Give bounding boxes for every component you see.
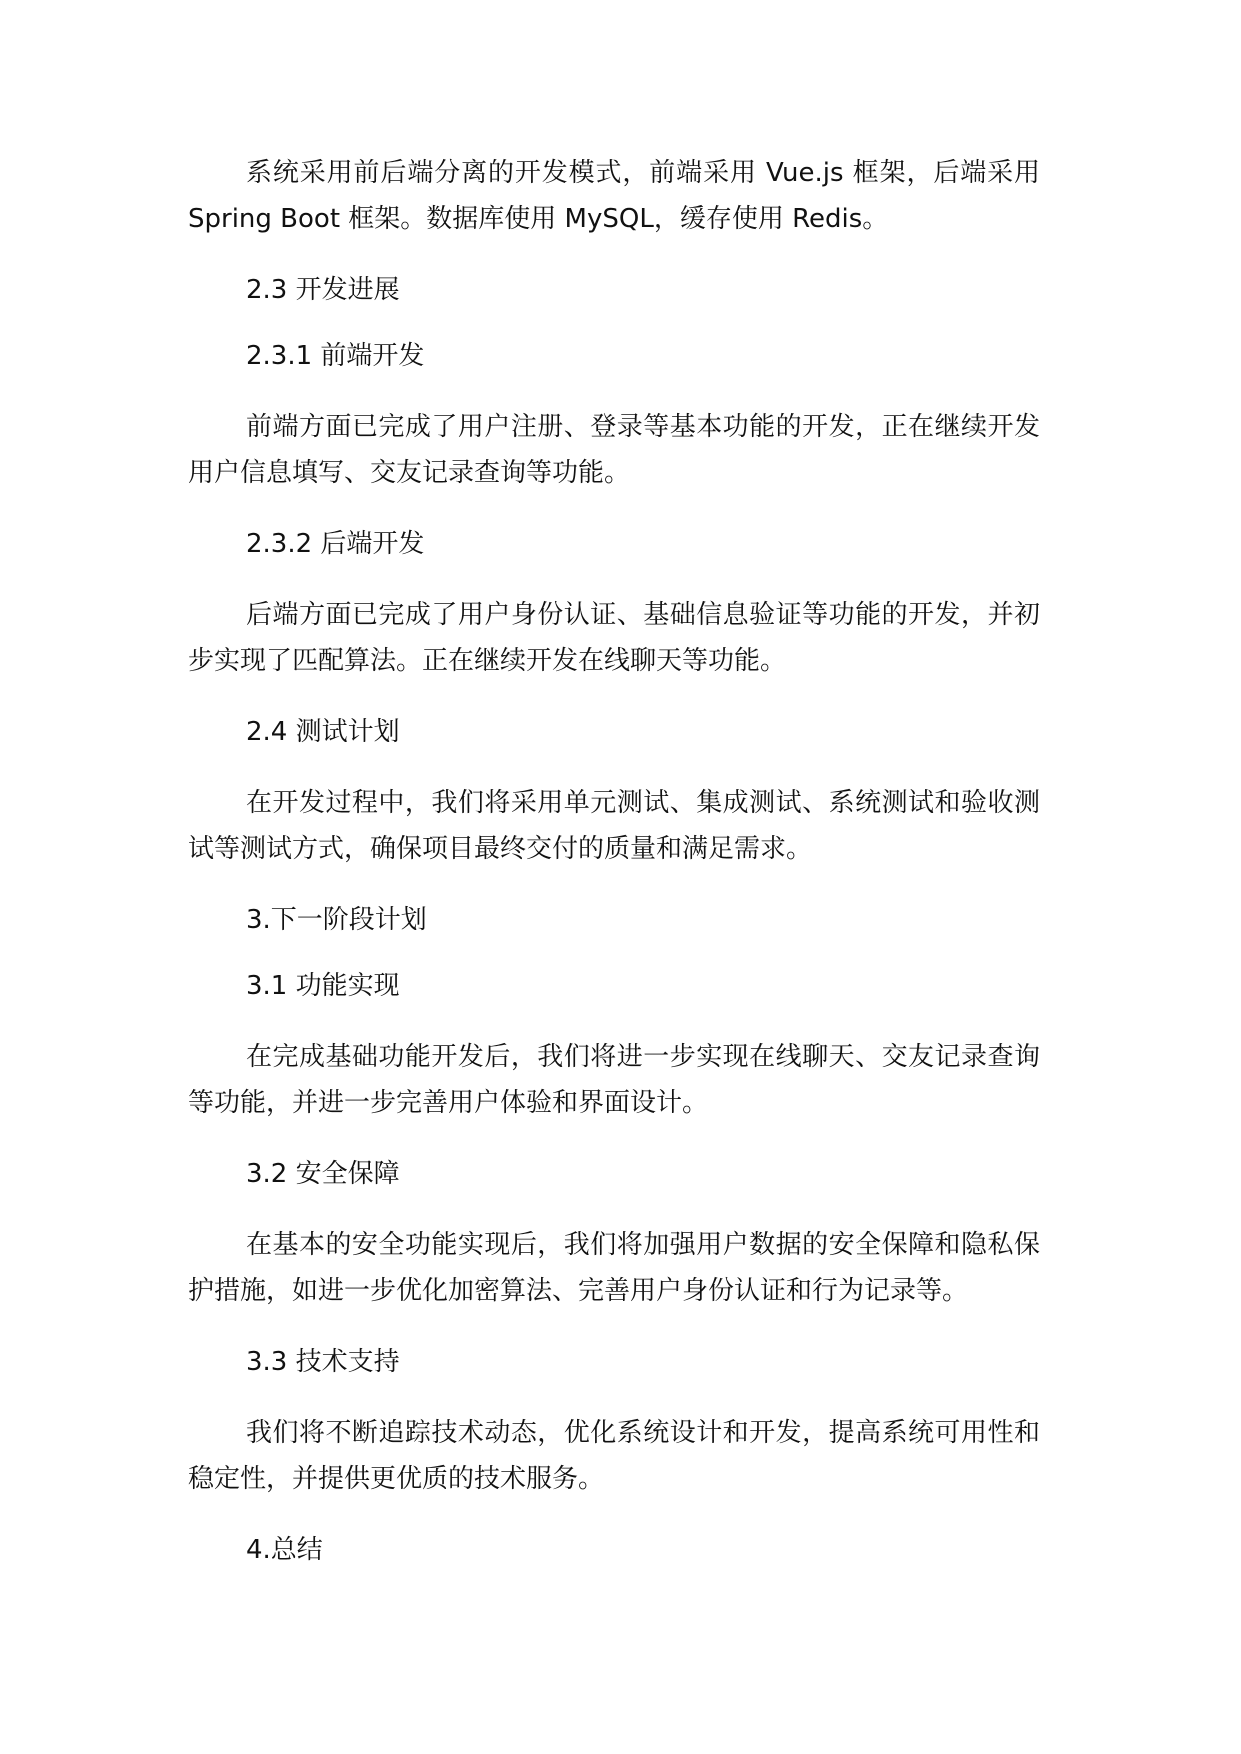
paragraph-testing: 在开发过程中，我们将采用单元测试、集成测试、系统测试和验收测试等测试方式，确保项目最终交付的质量和满足需求。 bbox=[188, 788, 1040, 864]
section-heading-2-4: 2.4 测试计划 bbox=[246, 717, 400, 747]
section-heading-3-1: 3.1 功能实现 bbox=[246, 971, 400, 1001]
paragraph-features: 在完成基础功能开发后，我们将进一步实现在线聊天、交友记录查询等功能，并进一步完善用户体验和界面设计。 bbox=[188, 1042, 1040, 1118]
section-heading-3-3: 3.3 技术支持 bbox=[246, 1347, 400, 1377]
section-heading-4: 4.总结 bbox=[246, 1535, 323, 1565]
section-heading-2-3: 2.3 开发进展 bbox=[246, 275, 400, 305]
paragraph-security: 在基本的安全功能实现后，我们将加强用户数据的安全保障和隐私保护措施，如进一步优化加密算法、完善用户身份认证和行为记录等。 bbox=[188, 1230, 1040, 1306]
document-body bbox=[188, 150, 1040, 1598]
paragraph-backend: 后端方面已完成了用户身份认证、基础信息验证等功能的开发，并初步实现了匹配算法。正在继续开发在线聊天等功能。 bbox=[188, 600, 1040, 676]
section-heading-3: 3.下一阶段计划 bbox=[246, 905, 427, 935]
paragraph-support: 我们将不断追踪技术动态，优化系统设计和开发，提高系统可用性和稳定性，并提供更优质的技术服务。 bbox=[188, 1418, 1040, 1494]
section-heading-2-3-1: 2.3.1 前端开发 bbox=[246, 341, 425, 371]
section-heading-3-2: 3.2 安全保障 bbox=[246, 1159, 400, 1189]
section-heading-2-3-2: 2.3.2 后端开发 bbox=[246, 529, 425, 559]
paragraph-frontend: 前端方面已完成了用户注册、登录等基本功能的开发，正在继续开发用户信息填写、交友记录查询等功能。 bbox=[188, 412, 1040, 488]
paragraph-architecture: 系统采用前后端分离的开发模式，前端采用 Vue.js 框架，后端采用 Spring Boot 框架。数据库使用 MySQL，缓存使用 Redis。 bbox=[188, 158, 1040, 234]
